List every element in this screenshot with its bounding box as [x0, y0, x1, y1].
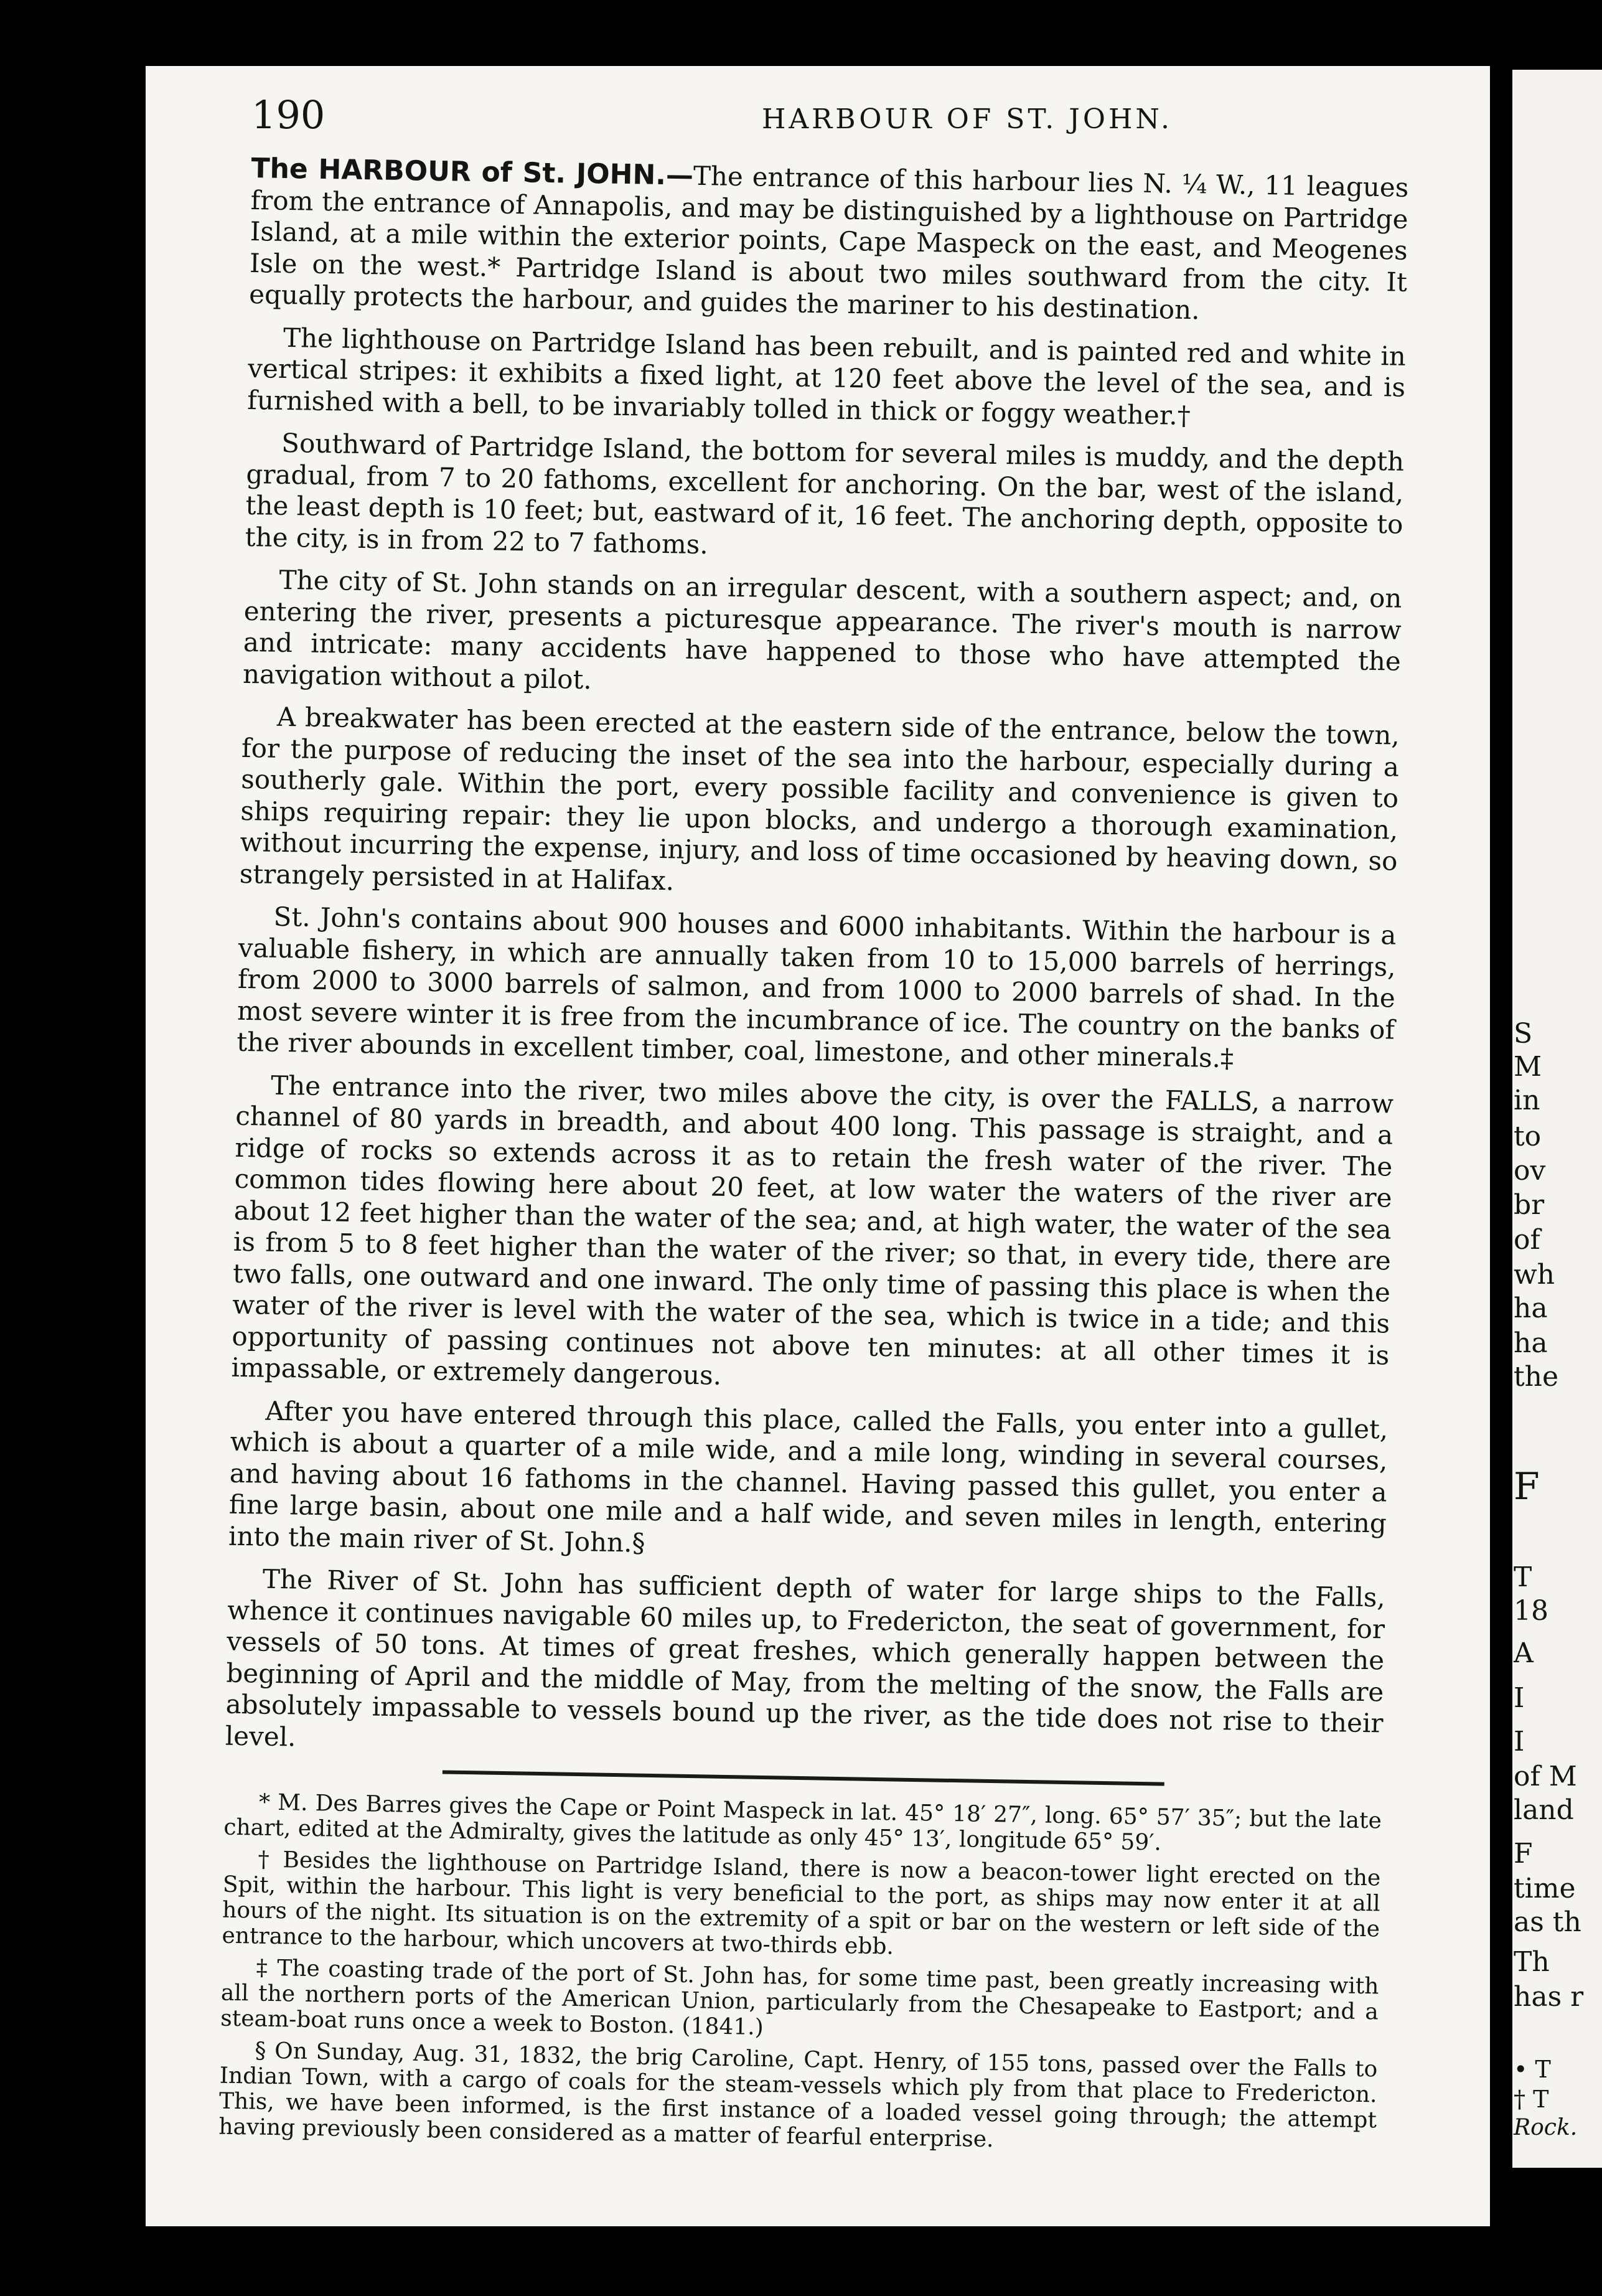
facing-page-fragment: to — [1514, 1121, 1542, 1152]
paragraph — [249, 153, 1409, 329]
footnote: § On Sunday, Aug. 31, 1832, the brig Caroline, Capt. Henry, of 155 tons, passed over the Falls to Indian Town, with a cargo of coals for the steam-vessels which ply from that place to Fredericton. This, we have been informed, is the first instance of a loaded vessel going through; the attempt having previously been considered as a matter of fearful enterprise. — [218, 2038, 1378, 2153]
facing-page-fragment: T — [1514, 1561, 1532, 1593]
facing-page-fragment: A — [1514, 1637, 1534, 1669]
facing-page-fragment: Rock. — [1514, 2115, 1578, 2140]
paragraph: A breakwater has been erected at the eastern side of the entrance, below the town, for the purpose of reducing the inset of the sea into the harbour, especially during a southerly gale. Within the port, every possible facility and convenience is given to ships requiring repair: they lie upon blocks, and undergo a thorough examination, without incurring the expense, injury, and loss of time occasioned by heaving down, so strangely persisted in at Halifax. — [239, 701, 1400, 896]
page-header — [251, 92, 1484, 148]
facing-page-fragment: I — [1514, 1726, 1525, 1757]
facing-page-edge — [1512, 70, 1602, 2168]
facing-page-fragment: has r — [1514, 1981, 1584, 2013]
paragraph: The lighthouse on Partridge Island has been rebuilt, and is painted red and white in vertical stripes: it exhibits a fixed light, at 120 feet above the level of the sea, and is furnished with a bell, to be invariably tolled in thick or foggy weather.† — [247, 322, 1407, 431]
facing-page-fragment: wh — [1514, 1259, 1555, 1291]
facing-page-fragment: I — [1514, 1682, 1525, 1714]
facing-page-fragment: M — [1514, 1051, 1542, 1083]
facing-page-fragment: † T — [1514, 2086, 1549, 2113]
paragraph: The entrance into the river, two miles above the city, is over the FALLS, a narrow channel of 80 yards in breadth, and about 400 long. This passage is straight, and a ridge of rocks so extends across it as to retain the fresh water of the river. The common tides flowing here about 20 feet, at low water the waters of the river are about 12 feet higher than the water of the sea; and, at high water, the water of the sea is from 5 to 8 feet higher than the water of the river; so that, in every tide, there are two falls, one outward and one inward. The only time of passing this place is when the water of the river is level with the water of the sea, which is twice in a tide; and this opportunity of passing continues not above ten minutes: at all other times it is impassable, or extremely dangerous. — [231, 1070, 1394, 1391]
facing-page-fragment: ov — [1514, 1155, 1546, 1187]
facing-page-fragment: of M — [1514, 1761, 1577, 1792]
facing-page-fragment: br — [1514, 1189, 1545, 1221]
facing-page-fragment: ha — [1514, 1327, 1548, 1359]
footnote: ‡ The coasting trade of the port of St. John has, for some time past, been greatly increasing with all the northern ports of the American Union, particularly from the Chesapeake to Eastport; and a steam-boat runs once a week to Boston. (1841.) — [220, 1955, 1379, 2041]
page-body — [218, 153, 1409, 2165]
facing-page-fragment: time — [1514, 1873, 1576, 1904]
facing-page-fragment: F — [1514, 1838, 1533, 1870]
facing-page-fragment: F — [1514, 1465, 1540, 1508]
paragraph: Southward of Partridge Island, the bottom for several miles is muddy, and the depth gradual, from 7 to 20 fathoms, excellent for anchoring. On the bar, west of the island, the least depth is 10 feet; but, eastward of it, 16 feet. The anchoring depth, opposite to the city, is in from 22 to 7 fathoms. — [245, 427, 1405, 560]
paragraph-text: The entrance of this harbour lies N. ¼ W., 11 leagues from the entrance of Annapolis, and may be distinguished by a lighthouse on Partridge Island, at a mile within the exterior points, Cape Maspeck on the east, and Meogenes Isle on the west.* Partridge Island is about two miles southward from the city. It equally protects the harbour, and guides the mariner to his destination. — [248, 160, 1409, 326]
section-heading: The HARBOUR of St. JOHN.— — [251, 153, 694, 192]
running-title: HARBOUR OF ST. JOHN. — [762, 103, 1173, 135]
facing-page-fragment: S — [1514, 1018, 1533, 1050]
page-number: 190 — [251, 92, 326, 138]
paragraph: The city of St. John stands on an irregular descent, with a southern aspect; and, on entering the river, presents a picturesque appearance. The river's mouth is narrow and intricate: many accidents have happened to those who have attempted the navigation without a pilot. — [242, 564, 1402, 695]
facing-page-fragment: Th — [1514, 1946, 1550, 1978]
facing-page-fragment: in — [1514, 1084, 1540, 1116]
paragraph: After you have entered through this place, called the Falls, you enter into a gullet, which is about a quarter of a mile wide, and a mile long, winding in several courses, and having about 16 fathoms in the channel. Having passed this gullet, you enter a fine large basin, about one mile and a half wide, and seven miles in length, entering into the main river of St. John.§ — [228, 1395, 1389, 1558]
facing-page-fragment: as th — [1514, 1906, 1581, 1938]
facing-page-fragment: 18 — [1514, 1595, 1548, 1627]
facing-page-fragment: the — [1514, 1361, 1559, 1393]
paragraph: The River of St. John has sufficient depth of water for large ships to the Falls, whence it continues navigable 60 miles up, to Fredericton, the seat of government, for vessels of 50 tons. At times of great freshes, which generally happen between the beginning of April and the middle of May, from the melting of the snow, the Falls are absolutely impassable to vessels bound up the river, as the tide does not rise to their level. — [225, 1563, 1386, 1753]
footnote: * M. Des Barres gives the Cape or Point Maspeck in lat. 45° 18′ 27″, long. 65° 57′ 35″; but the late chart, edited at the Admiralty, gives the latitude as only 45° 13′, longitude 65° 59′. — [223, 1789, 1382, 1856]
facing-page-fragment: • T — [1514, 2056, 1551, 2083]
facing-page-fragment: land — [1514, 1794, 1574, 1826]
facing-page-fragment: of — [1514, 1224, 1540, 1256]
paragraph: St. John's contains about 900 houses and 6000 inhabitants. Within the harbour is a valuable fishery, in which are annually taken from 10 to 15,000 barrels of herrings, from 2000 to 3000 barrels of salmon, and from 1000 to 2000 barrels of shad. In the most severe winter it is free from the incumbrance of ice. The country on the banks of the river abounds in excellent timber, coal, limestone, and other minerals.‡ — [236, 901, 1397, 1074]
footnote: † Besides the lighthouse on Partridge Island, there is now a beacon-tower light erected on the Spit, within the harbour. This light is very beneficial to the port, as ships may now enter it at all hours of the night. Its situation is on the extremity of a spit or bar on the western or left side of the entrance to the harbour, which uncovers at two-thirds ebb. — [222, 1847, 1381, 1960]
facing-page-fragment: ha — [1514, 1292, 1548, 1324]
footnote-divider — [443, 1770, 1164, 1786]
book-page — [146, 66, 1490, 2226]
